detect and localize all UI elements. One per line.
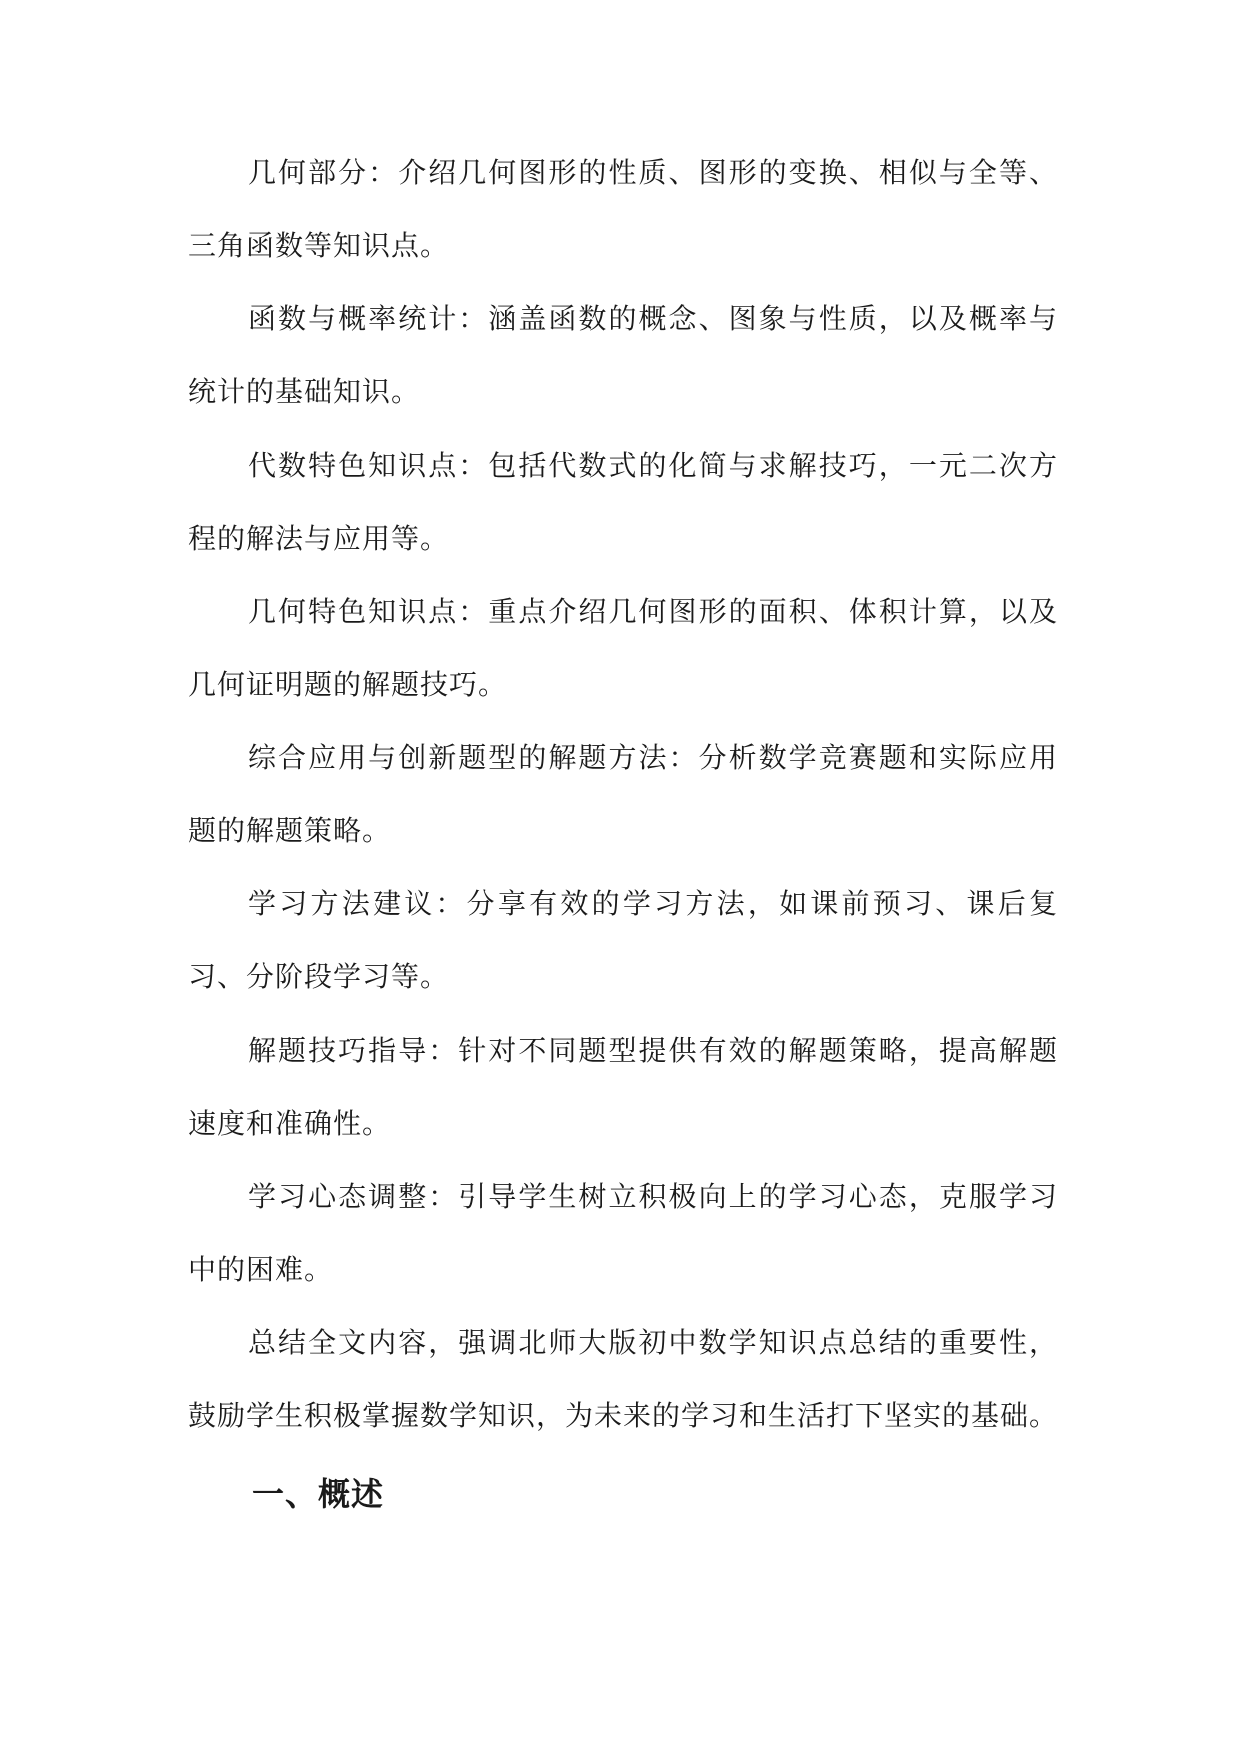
paragraph-geometry: 几何部分：介绍几何图形的性质、图形的变换、相似与全等、三角函数等知识点。 bbox=[188, 156, 1058, 262]
section-heading-overview: 一、概述 bbox=[252, 1475, 385, 1513]
paragraph-study-methods: 学习方法建议：分享有效的学习方法，如课前预习、课后复习、分阶段学习等。 bbox=[188, 887, 1058, 993]
paragraph-summary: 总结全文内容，强调北师大版初中数学知识点总结的重要性，鼓励学生积极掌握数学知识，为未来的学习和生活打下坚实的基础。 bbox=[188, 1326, 1059, 1432]
paragraph-problem-solving: 解题技巧指导：针对不同题型提供有效的解题策略，提高解题速度和准确性。 bbox=[188, 1034, 1058, 1140]
paragraph-comprehensive-methods: 综合应用与创新题型的解题方法：分析数学竞赛题和实际应用题的解题策略。 bbox=[188, 741, 1058, 847]
paragraph-mindset: 学习心态调整：引导学生树立积极向上的学习心态，克服学习中的困难。 bbox=[188, 1180, 1058, 1286]
paragraph-geometry-features: 几何特色知识点：重点介绍几何图形的面积、体积计算，以及几何证明题的解题技巧。 bbox=[188, 595, 1058, 701]
paragraph-algebra-features: 代数特色知识点：包括代数式的化简与求解技巧，一元二次方程的解法与应用等。 bbox=[188, 449, 1058, 555]
paragraph-functions-probability: 函数与概率统计：涵盖函数的概念、图象与性质，以及概率与统计的基础知识。 bbox=[188, 302, 1058, 408]
